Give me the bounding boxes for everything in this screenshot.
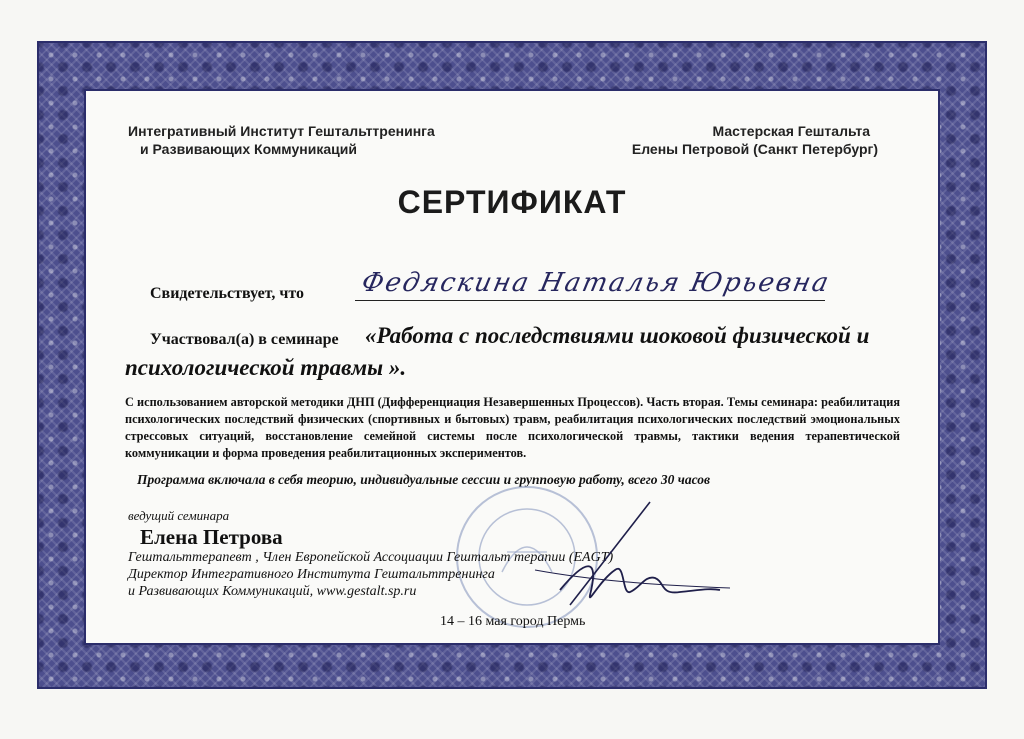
issuer-workshop-line1: Мастерская Гештальта (712, 123, 870, 139)
leader-label: ведущий семинара (128, 508, 230, 523)
seminar-title-line2: психологической травмы ». (125, 355, 407, 380)
leader-credentials-line3: и Развивающих Коммуникаций, www.gestalt.sp.ru (128, 584, 417, 599)
seminar-description: С использованием авторской методики ДНП (Дифференциация Незавершенных Процессов). Часть вторая. Темы семинара: реабилитация психологических последствий физических (спортивных и бытовых) травм, реабилитация психологических последствий эмоциональных стрессовых ситуаций, восстановление семейной системы после психологической травмы, тактики ведения терапевтической коммуникации и форма проведения реабилитационных экспериментов. (125, 395, 900, 460)
issuer-workshop (632, 122, 878, 158)
issuer-institute (128, 122, 435, 158)
issuer-institute-line2: и Развивающих Коммуникаций (140, 141, 357, 157)
participated-label: Участвовал(а) в семинаре (150, 331, 339, 348)
recipient-underline (355, 300, 825, 301)
certificate-title: СЕРТИФИКАТ (397, 184, 627, 220)
program-note: Программа включала в себя теорию, индивидуальные сессии и групповую работу, всего 30 часов (137, 472, 711, 487)
leader-credentials-line1: Гештальттерапевт , Член Европейской Ассоциации Гештальт терапии (EAGT) (128, 550, 614, 565)
leader-credentials-line2: Директор Интегративного Института Гештальттренинга (128, 567, 495, 582)
date-place: 14 – 16 мая город Пермь (440, 614, 586, 629)
signature-mark (530, 500, 740, 610)
leader-name: Елена Петрова (140, 525, 283, 549)
issuer-workshop-line2: Елены Петровой (Санкт Петербург) (631, 141, 878, 157)
recipient-name: Федяскина Наталья Юрьевна (358, 268, 834, 298)
seminar-title-line1: «Работа с последствиями шоковой физической и (365, 323, 870, 348)
certifies-label: Свидетельствует, что (150, 285, 304, 302)
issuer-institute-line1: Интегративный Институт Гештальттренинга (128, 123, 435, 139)
